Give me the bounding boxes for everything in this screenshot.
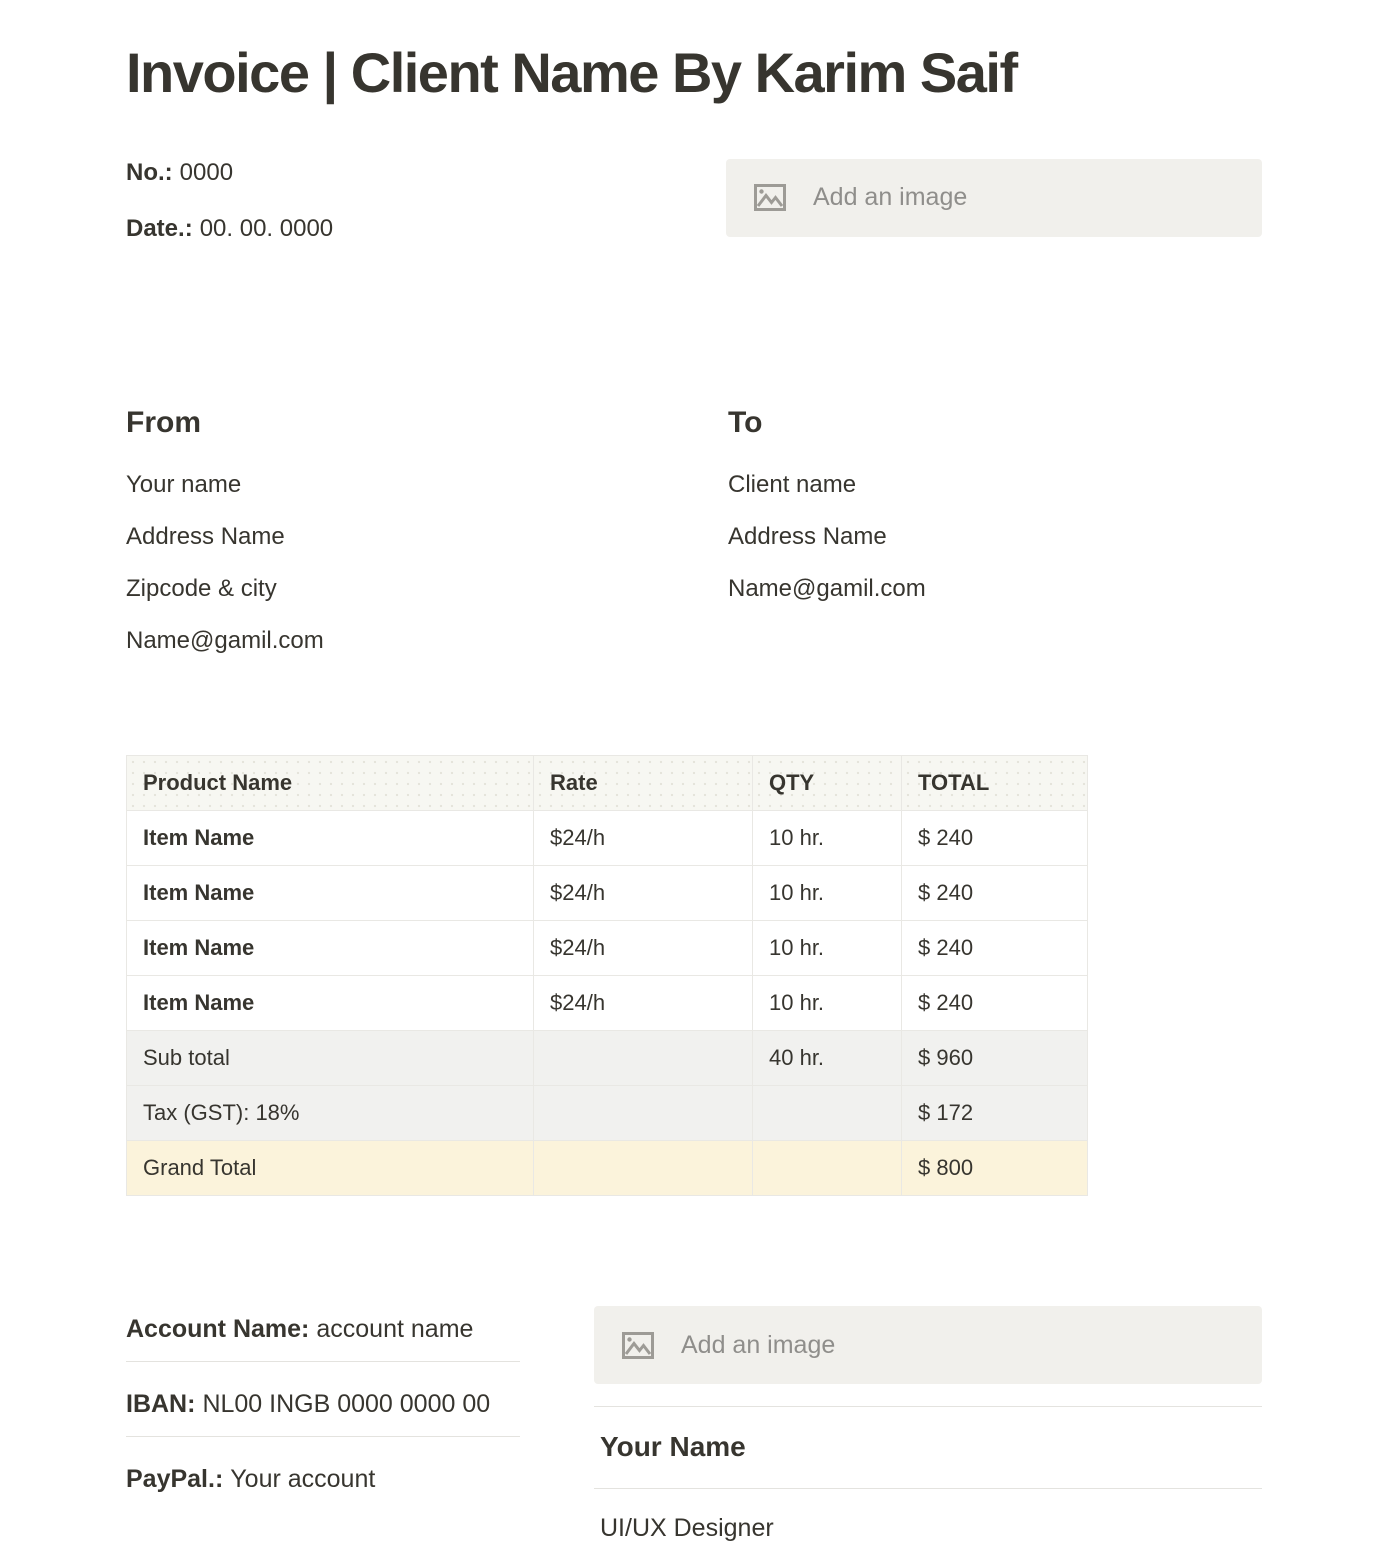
invoice-number-value: 0000 <box>179 158 234 186</box>
tax-label: Tax (GST): 18% <box>127 1086 534 1141</box>
paypal-label: PayPal.: <box>126 1465 224 1494</box>
footer-section <box>126 1306 1262 1543</box>
from-address: Address Name <box>126 523 285 551</box>
subtotal-qty: 40 hr. <box>753 1031 902 1086</box>
cell-qty: 10 hr. <box>753 866 902 921</box>
cell-total: $ 240 <box>902 866 1088 921</box>
col-header-product: Product Name <box>127 756 534 811</box>
signature-role: UI/UX Designer <box>594 1488 1262 1543</box>
parties-section <box>126 405 1262 667</box>
invoice-date-label: Date.: <box>126 214 193 242</box>
from-section <box>126 405 728 667</box>
subtotal-row <box>127 1031 1088 1086</box>
cell-qty: 10 hr. <box>753 811 902 866</box>
grand-total-rate <box>534 1141 753 1196</box>
tax-rate <box>534 1086 753 1141</box>
table-row <box>127 976 1088 1031</box>
invoice-meta <box>126 159 333 271</box>
cell-qty: 10 hr. <box>753 921 902 976</box>
to-heading: To <box>728 406 763 440</box>
to-email: Name@gamil.com <box>728 575 926 603</box>
image-icon <box>622 1332 654 1359</box>
invoice-number-line <box>126 159 333 188</box>
table-body <box>127 811 1088 1196</box>
tax-qty <box>753 1086 902 1141</box>
cell-qty: 10 hr. <box>753 976 902 1031</box>
table-header <box>127 756 1088 811</box>
add-image-label: Add an image <box>681 1330 836 1359</box>
from-name: Your name <box>126 471 242 499</box>
invoice-date-line <box>126 215 333 244</box>
to-address: Address Name <box>728 523 887 551</box>
cell-rate: $24/h <box>534 866 753 921</box>
iban-line <box>126 1389 520 1437</box>
cell-rate: $24/h <box>534 921 753 976</box>
from-zipcode-city: Zipcode & city <box>126 575 277 603</box>
subtotal-label: Sub total <box>127 1031 534 1086</box>
table-row <box>127 921 1088 976</box>
col-header-qty: QTY <box>753 756 902 811</box>
tax-total: $ 172 <box>902 1086 1088 1141</box>
grand-total-label: Grand Total <box>127 1141 534 1196</box>
account-name-label: Account Name: <box>126 1315 310 1344</box>
cell-total: $ 240 <box>902 811 1088 866</box>
subtotal-rate <box>534 1031 753 1086</box>
account-name-value: account name <box>316 1315 474 1344</box>
table-header-row <box>127 756 1088 811</box>
signature-section <box>594 1306 1262 1543</box>
add-image-button-bottom[interactable] <box>594 1306 1262 1384</box>
iban-label: IBAN: <box>126 1390 196 1419</box>
payment-details <box>126 1306 520 1543</box>
meta-section <box>126 159 1262 271</box>
invoice-number-label: No.: <box>126 158 173 186</box>
cell-total: $ 240 <box>902 921 1088 976</box>
cell-product: Item Name <box>127 976 534 1031</box>
cell-rate: $24/h <box>534 976 753 1031</box>
to-section <box>728 405 1262 667</box>
from-email: Name@gamil.com <box>126 627 324 655</box>
paypal-line <box>126 1464 520 1494</box>
page-title: Invoice | Client Name By Karim Saif <box>126 41 1017 104</box>
cell-product: Item Name <box>127 921 534 976</box>
signature-name: Your Name <box>594 1406 1262 1488</box>
paypal-value: Your account <box>230 1465 376 1494</box>
to-name: Client name <box>728 471 857 499</box>
invoice-table <box>126 755 1088 1196</box>
table-row <box>127 811 1088 866</box>
col-header-total: TOTAL <box>902 756 1088 811</box>
grand-total-qty <box>753 1141 902 1196</box>
cell-product: Item Name <box>127 866 534 921</box>
add-image-button-top[interactable] <box>726 159 1262 237</box>
cell-product: Item Name <box>127 811 534 866</box>
grand-total-value: $ 800 <box>902 1141 1088 1196</box>
table-row <box>127 866 1088 921</box>
cell-rate: $24/h <box>534 811 753 866</box>
tax-row <box>127 1086 1088 1141</box>
cell-total: $ 240 <box>902 976 1088 1031</box>
iban-value: NL00 INGB 0000 0000 00 <box>202 1390 491 1419</box>
image-icon <box>754 184 786 211</box>
from-heading: From <box>126 406 201 440</box>
invoice-date-value: 00. 00. 0000 <box>199 214 334 242</box>
account-name-line <box>126 1314 520 1362</box>
col-header-rate: Rate <box>534 756 753 811</box>
subtotal-total: $ 960 <box>902 1031 1088 1086</box>
add-image-label: Add an image <box>813 183 968 212</box>
grand-total-row <box>127 1141 1088 1196</box>
